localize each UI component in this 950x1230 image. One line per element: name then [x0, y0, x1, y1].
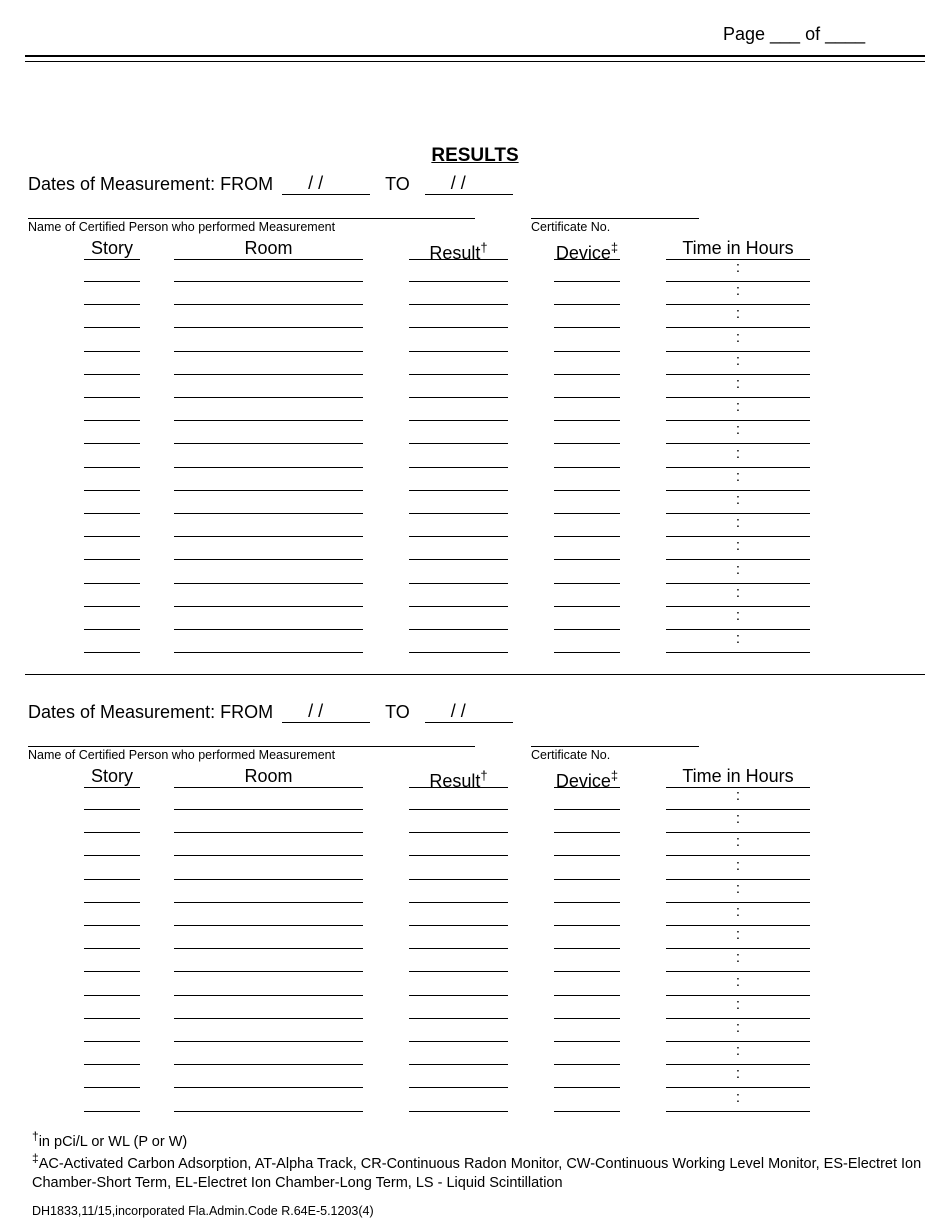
result-field[interactable]	[409, 903, 508, 926]
result-field[interactable]	[409, 352, 508, 375]
table-row	[0, 421, 950, 444]
time-separator: :	[735, 491, 741, 508]
device-field[interactable]	[554, 857, 620, 880]
time-field[interactable]	[666, 398, 810, 421]
room-field[interactable]	[174, 305, 363, 328]
story-field[interactable]	[84, 282, 140, 305]
story-field[interactable]	[84, 833, 140, 856]
time-separator: :	[735, 879, 741, 897]
result-field[interactable]	[409, 880, 508, 903]
time-separator: :	[735, 537, 741, 555]
certified-person-label: Name of Certified Person who performed Measurement	[28, 220, 336, 234]
room-field[interactable]	[174, 880, 363, 903]
time-field[interactable]	[666, 468, 810, 491]
story-field[interactable]	[84, 491, 140, 514]
result-field[interactable]	[409, 329, 508, 352]
table-row	[0, 329, 950, 352]
certified-person-label: Name of Certified Person who performed Measurement	[28, 748, 336, 762]
time-field[interactable]	[666, 1042, 810, 1065]
dates-to-label: TO	[385, 174, 410, 194]
story-field[interactable]	[84, 561, 140, 584]
column-header-time: Time in Hours	[666, 765, 810, 788]
device-field[interactable]	[554, 375, 620, 398]
time-separator: :	[735, 1042, 741, 1060]
form-identifier: DH1833,11/15,incorporated Fla.Admin.Code R.64E-5.1203(4)	[32, 1204, 374, 1218]
table-row	[0, 561, 950, 584]
room-field[interactable]	[174, 857, 363, 880]
dates-from-label: Dates of Measurement: FROM	[28, 702, 274, 722]
time-field[interactable]	[666, 926, 810, 949]
table-row	[0, 1089, 950, 1112]
time-field[interactable]	[666, 445, 810, 468]
time-field[interactable]	[666, 282, 810, 305]
table-row	[0, 1042, 950, 1065]
result-field[interactable]	[409, 1042, 508, 1065]
time-field[interactable]	[666, 810, 810, 833]
date-to-field[interactable]: / /	[425, 173, 513, 195]
result-field[interactable]	[409, 398, 508, 421]
time-field[interactable]	[666, 491, 810, 514]
time-field[interactable]	[666, 949, 810, 972]
room-field[interactable]	[174, 445, 363, 468]
table-row	[0, 949, 950, 972]
dates-of-measurement	[28, 173, 513, 195]
story-field[interactable]	[84, 903, 140, 926]
device-field[interactable]	[554, 468, 620, 491]
device-field[interactable]	[554, 1065, 620, 1088]
time-field[interactable]	[666, 1089, 810, 1112]
column-header-device: Device‡	[554, 237, 620, 260]
room-field[interactable]	[174, 630, 363, 653]
double-dagger-mark: ‡	[610, 240, 619, 255]
time-separator: :	[735, 1088, 741, 1106]
table-row	[0, 880, 950, 903]
device-field[interactable]	[554, 810, 620, 833]
table-row	[0, 445, 950, 468]
time-field[interactable]	[666, 259, 810, 282]
story-field[interactable]	[84, 1089, 140, 1112]
room-field[interactable]	[174, 607, 363, 630]
table-row	[0, 375, 950, 398]
device-field[interactable]	[554, 352, 620, 375]
device-field[interactable]	[554, 1089, 620, 1112]
table-row	[0, 491, 950, 514]
result-field[interactable]	[409, 537, 508, 560]
story-field[interactable]	[84, 398, 140, 421]
time-separator: :	[735, 787, 741, 804]
result-field[interactable]	[409, 491, 508, 514]
result-field[interactable]	[409, 282, 508, 305]
footnote-dagger: †in pCi/L or WL (P or W)	[32, 1129, 188, 1150]
table-row	[0, 857, 950, 880]
page-number-label: Page ___ of ____	[723, 24, 866, 44]
time-separator: :	[735, 375, 741, 392]
result-field[interactable]	[409, 787, 508, 810]
device-field[interactable]	[554, 1019, 620, 1042]
result-field[interactable]	[409, 514, 508, 537]
date-to-field[interactable]: / /	[425, 701, 513, 723]
story-field[interactable]	[84, 857, 140, 880]
table-row	[0, 514, 950, 537]
result-field[interactable]	[409, 1065, 508, 1088]
certificate-number-field[interactable]	[531, 731, 699, 747]
dates-of-measurement	[28, 701, 513, 723]
room-field[interactable]	[174, 584, 363, 607]
certified-person-name-field[interactable]	[28, 203, 475, 219]
time-separator: :	[735, 444, 741, 462]
device-field[interactable]	[554, 973, 620, 996]
room-field[interactable]	[174, 973, 363, 996]
device-field[interactable]	[554, 584, 620, 607]
story-field[interactable]	[84, 352, 140, 375]
time-field[interactable]	[666, 903, 810, 926]
time-separator: :	[735, 630, 741, 648]
result-field[interactable]	[409, 857, 508, 880]
time-separator: :	[735, 560, 741, 578]
column-header-story: Story	[84, 237, 140, 260]
story-field[interactable]	[84, 305, 140, 328]
time-field[interactable]	[666, 857, 810, 880]
column-header-result: Result†	[409, 237, 508, 260]
time-separator: :	[735, 926, 741, 944]
time-field[interactable]	[666, 537, 810, 560]
time-field[interactable]	[666, 375, 810, 398]
room-field[interactable]	[174, 537, 363, 560]
room-field[interactable]	[174, 833, 363, 856]
time-separator: :	[735, 949, 741, 967]
time-separator: :	[735, 421, 741, 439]
table-row	[0, 352, 950, 375]
room-field[interactable]	[174, 903, 363, 926]
table-row	[0, 996, 950, 1019]
time-separator: :	[735, 903, 741, 920]
story-field[interactable]	[84, 421, 140, 444]
dagger-mark: †	[480, 768, 488, 783]
certificate-number-label: Certificate No.	[531, 220, 611, 234]
room-field[interactable]	[174, 375, 363, 398]
room-field[interactable]	[174, 1089, 363, 1112]
result-field[interactable]	[409, 421, 508, 444]
time-field[interactable]	[666, 421, 810, 444]
table-row	[0, 468, 950, 491]
story-field[interactable]	[84, 1042, 140, 1065]
table-row	[0, 1065, 950, 1088]
time-separator: :	[735, 259, 741, 276]
time-field[interactable]	[666, 996, 810, 1019]
result-field[interactable]	[409, 584, 508, 607]
room-field[interactable]	[174, 949, 363, 972]
certified-person-name-field[interactable]	[28, 731, 475, 747]
story-field[interactable]	[84, 468, 140, 491]
time-separator: :	[735, 328, 741, 346]
time-field[interactable]	[666, 833, 810, 856]
room-field[interactable]	[174, 398, 363, 421]
time-field[interactable]	[666, 305, 810, 328]
device-field[interactable]	[554, 787, 620, 810]
device-field[interactable]	[554, 607, 620, 630]
footnote-double-dagger: ‡AC-Activated Carbon Adsorption, AT-Alpha Track, CR-Continuous Radon Monitor, CW-Continuous Working Level Monitor, ES-Electret Ion Chamber-Short Term, EL-Electret Ion Chamber-Long Term, LS - Liquid Scintillation	[32, 1151, 922, 1191]
story-field[interactable]	[84, 607, 140, 630]
time-field[interactable]	[666, 584, 810, 607]
device-field[interactable]	[554, 996, 620, 1019]
column-header-story: Story	[84, 765, 140, 788]
story-field[interactable]	[84, 973, 140, 996]
result-field[interactable]	[409, 468, 508, 491]
results-title: RESULTS	[431, 145, 519, 166]
time-field[interactable]	[666, 880, 810, 903]
table-row	[0, 607, 950, 630]
result-field[interactable]	[409, 973, 508, 996]
table-row	[0, 259, 950, 282]
table-row	[0, 282, 950, 305]
result-field[interactable]	[409, 949, 508, 972]
time-field[interactable]	[666, 787, 810, 810]
result-field[interactable]	[409, 445, 508, 468]
certificate-number-label: Certificate No.	[531, 748, 611, 762]
device-field[interactable]	[554, 1042, 620, 1065]
result-field[interactable]	[409, 810, 508, 833]
device-field[interactable]	[554, 398, 620, 421]
story-field[interactable]	[84, 630, 140, 653]
result-field[interactable]	[409, 375, 508, 398]
device-field[interactable]	[554, 259, 620, 282]
room-field[interactable]	[174, 352, 363, 375]
result-field[interactable]	[409, 833, 508, 856]
story-field[interactable]	[84, 810, 140, 833]
result-field[interactable]	[409, 561, 508, 584]
room-field[interactable]	[174, 468, 363, 491]
story-field[interactable]	[84, 329, 140, 352]
room-field[interactable]	[174, 1065, 363, 1088]
time-separator: :	[735, 607, 741, 624]
device-field[interactable]	[554, 282, 620, 305]
column-header-time: Time in Hours	[666, 237, 810, 260]
time-field[interactable]	[666, 514, 810, 537]
column-header-room: Room	[174, 765, 363, 788]
section-divider	[25, 674, 925, 675]
table-row	[0, 833, 950, 856]
table-row	[0, 810, 950, 833]
date-from-field[interactable]: / /	[282, 701, 370, 723]
column-header-device: Device‡	[554, 765, 620, 788]
table-row	[0, 537, 950, 560]
room-field[interactable]	[174, 1019, 363, 1042]
room-field[interactable]	[174, 514, 363, 537]
device-field[interactable]	[554, 926, 620, 949]
result-field[interactable]	[409, 607, 508, 630]
device-field[interactable]	[554, 630, 620, 653]
time-separator: :	[735, 856, 741, 874]
result-field[interactable]	[409, 1019, 508, 1042]
result-field[interactable]	[409, 1089, 508, 1112]
time-separator: :	[735, 1019, 741, 1036]
time-field[interactable]	[666, 329, 810, 352]
time-separator: :	[735, 995, 741, 1013]
table-row	[0, 926, 950, 949]
device-field[interactable]	[554, 903, 620, 926]
story-field[interactable]	[84, 259, 140, 282]
story-field[interactable]	[84, 1019, 140, 1042]
room-field[interactable]	[174, 810, 363, 833]
time-field[interactable]	[666, 630, 810, 653]
room-field[interactable]	[174, 787, 363, 810]
device-field[interactable]	[554, 537, 620, 560]
table-row	[0, 973, 950, 996]
time-field[interactable]	[666, 1065, 810, 1088]
time-field[interactable]	[666, 607, 810, 630]
room-field[interactable]	[174, 561, 363, 584]
time-separator: :	[735, 282, 741, 300]
device-field[interactable]	[554, 561, 620, 584]
device-field[interactable]	[554, 305, 620, 328]
device-field[interactable]	[554, 949, 620, 972]
result-field[interactable]	[409, 996, 508, 1019]
time-separator: :	[735, 1065, 741, 1083]
table-row	[0, 903, 950, 926]
room-field[interactable]	[174, 259, 363, 282]
result-field[interactable]	[409, 259, 508, 282]
time-separator: :	[735, 514, 741, 532]
result-field[interactable]	[409, 630, 508, 653]
result-field[interactable]	[409, 926, 508, 949]
time-separator: :	[735, 305, 741, 323]
time-separator: :	[735, 351, 741, 369]
story-field[interactable]	[84, 926, 140, 949]
story-field[interactable]	[84, 537, 140, 560]
time-field[interactable]	[666, 1019, 810, 1042]
time-field[interactable]	[666, 973, 810, 996]
room-field[interactable]	[174, 1042, 363, 1065]
room-field[interactable]	[174, 491, 363, 514]
table-row	[0, 398, 950, 421]
device-field[interactable]	[554, 880, 620, 903]
date-from-field[interactable]: / /	[282, 173, 370, 195]
time-separator: :	[735, 583, 741, 601]
column-header-room: Room	[174, 237, 363, 260]
table-row	[0, 630, 950, 653]
story-field[interactable]	[84, 445, 140, 468]
time-field[interactable]	[666, 352, 810, 375]
time-field[interactable]	[666, 561, 810, 584]
device-field[interactable]	[554, 445, 620, 468]
room-field[interactable]	[174, 329, 363, 352]
story-field[interactable]	[84, 996, 140, 1019]
device-field[interactable]	[554, 491, 620, 514]
time-separator: :	[735, 398, 741, 416]
dates-from-label: Dates of Measurement: FROM	[28, 174, 274, 194]
time-separator: :	[735, 972, 741, 990]
room-field[interactable]	[174, 282, 363, 305]
table-row	[0, 1019, 950, 1042]
room-field[interactable]	[174, 996, 363, 1019]
column-header-result: Result†	[409, 765, 508, 788]
certificate-number-field[interactable]	[531, 203, 699, 219]
story-field[interactable]	[84, 584, 140, 607]
room-field[interactable]	[174, 926, 363, 949]
time-separator: :	[735, 810, 741, 828]
table-row	[0, 584, 950, 607]
story-field[interactable]	[84, 514, 140, 537]
story-field[interactable]	[84, 949, 140, 972]
dagger-mark: †	[480, 240, 488, 255]
device-field[interactable]	[554, 833, 620, 856]
story-field[interactable]	[84, 787, 140, 810]
time-separator: :	[735, 833, 741, 851]
room-field[interactable]	[174, 421, 363, 444]
story-field[interactable]	[84, 1065, 140, 1088]
story-field[interactable]	[84, 375, 140, 398]
result-field[interactable]	[409, 305, 508, 328]
device-field[interactable]	[554, 329, 620, 352]
table-row	[0, 305, 950, 328]
device-field[interactable]	[554, 514, 620, 537]
story-field[interactable]	[84, 880, 140, 903]
header-double-rule	[25, 55, 925, 62]
double-dagger-mark: ‡	[610, 768, 619, 783]
dates-to-label: TO	[385, 702, 410, 722]
time-separator: :	[735, 467, 741, 485]
table-row	[0, 787, 950, 810]
device-field[interactable]	[554, 421, 620, 444]
